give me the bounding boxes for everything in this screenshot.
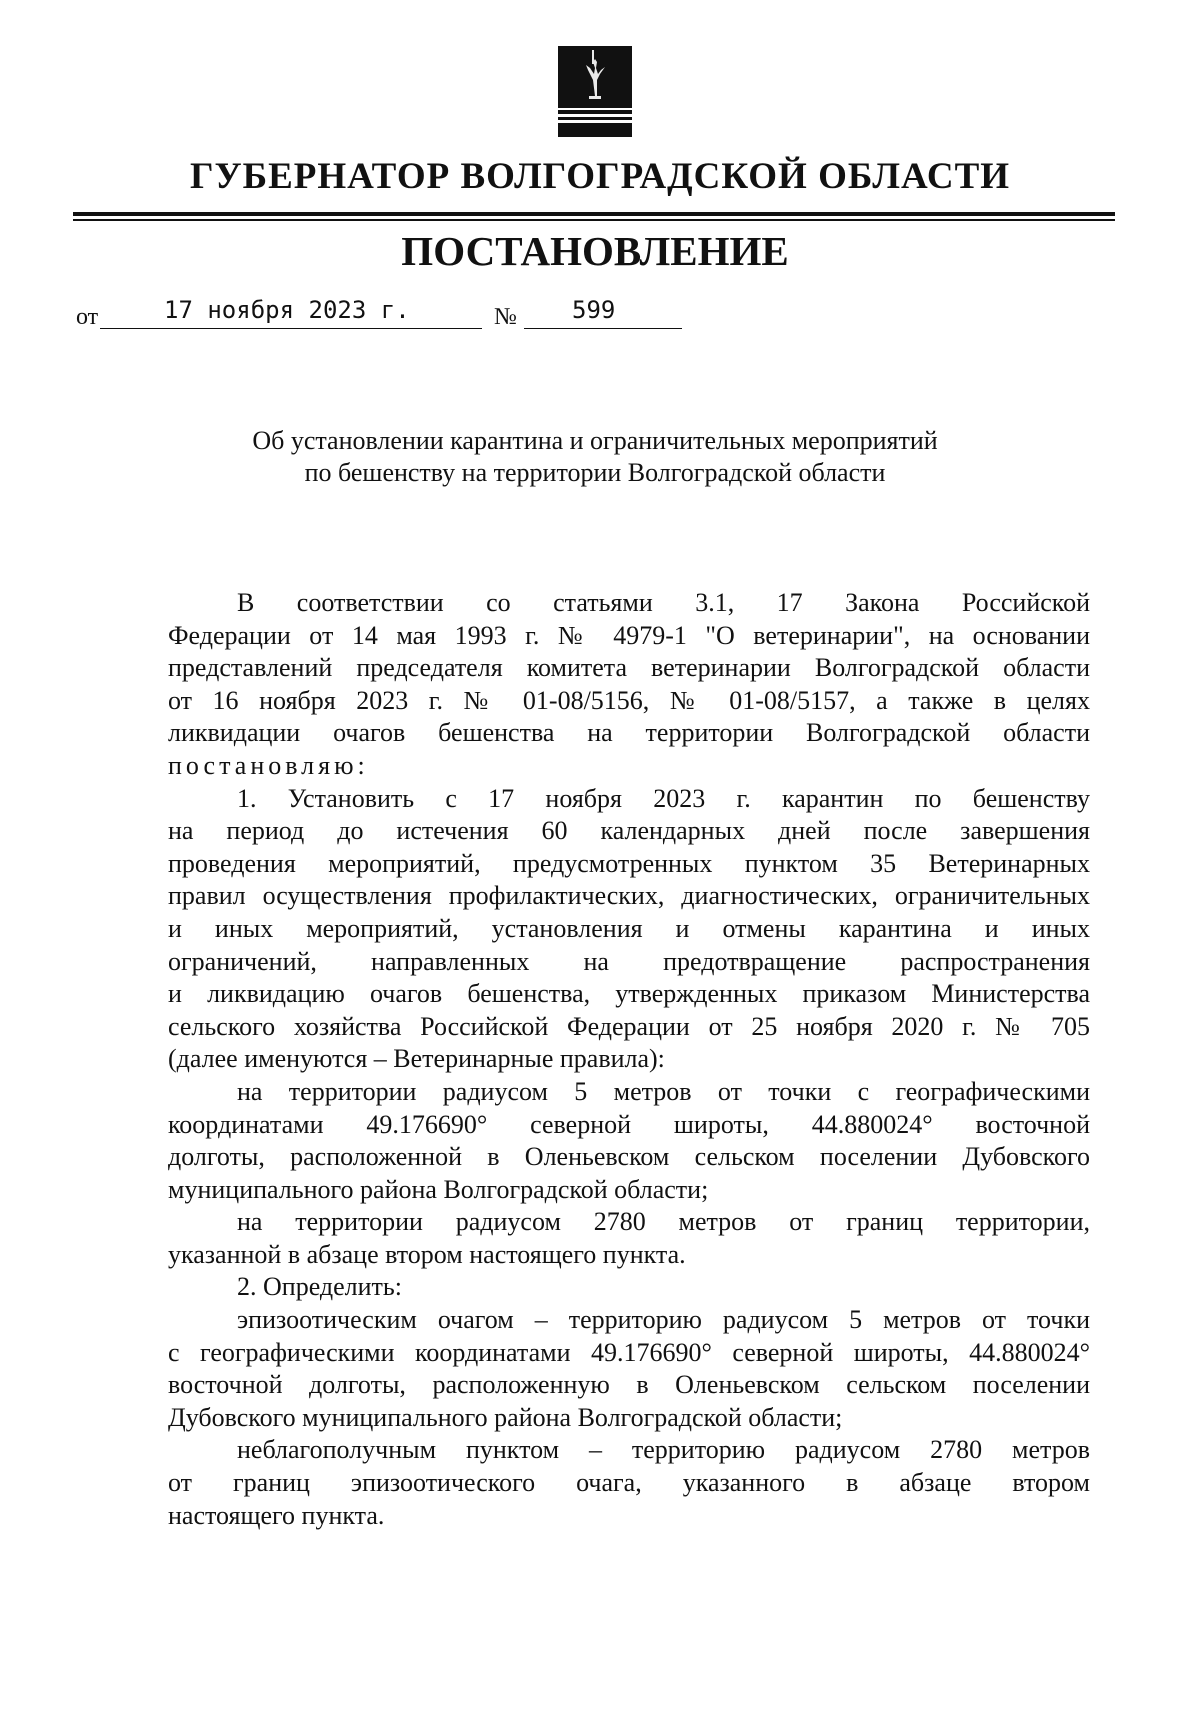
body-line: проведения мероприятий, предусмотренных пунктом 35 Ветеринарных bbox=[168, 848, 1090, 878]
body-line: восточной долготы, расположенную в Оленьевском сельском поселении bbox=[168, 1370, 1090, 1400]
document-number: 599 bbox=[572, 296, 616, 324]
subject-line: Об установлении карантина и ограничительных мероприятий bbox=[252, 426, 938, 455]
body-line: представлений председателя комитета ветеринарии Волгоградской области bbox=[168, 653, 1090, 683]
volgograd-emblem-icon bbox=[558, 46, 632, 140]
body-line: 1. Установить с 17 ноября 2023 г. карантин по бешенству bbox=[237, 783, 1090, 813]
authority-title: ГУБЕРНАТОР ВОЛГОГРАДСКОЙ ОБЛАСТИ bbox=[189, 156, 1011, 197]
body-line: эпизоотическим очагом – территорию радиусом 5 метров от точки bbox=[237, 1305, 1090, 1335]
body-line: (далее именуются – Ветеринарные правила): bbox=[168, 1044, 665, 1074]
body-line: неблагополучным пунктом – территорию радиусом 2780 метров bbox=[237, 1435, 1090, 1465]
body-line: и иных мероприятий, установления и отмены карантина и иных bbox=[168, 913, 1090, 943]
body-line: постановляю: bbox=[168, 750, 369, 780]
body-line: на территории радиусом 2780 метров от границ территории, bbox=[237, 1207, 1090, 1237]
number-underline bbox=[524, 328, 682, 329]
subject-line: по бешенству на территории Волгоградской области bbox=[304, 458, 886, 487]
body-line: Дубовского муниципального района Волгоградской области; bbox=[168, 1402, 843, 1432]
body-line: правил осуществления профилактических, диагностических, ограничительных bbox=[168, 881, 1090, 911]
body-line: координатами 49.176690° северной широты, 44.880024° восточной bbox=[168, 1109, 1090, 1139]
body-line: В соответствии со статьями 3.1, 17 Закона Российской bbox=[237, 588, 1090, 617]
body-line: муниципального района Волгоградской области; bbox=[168, 1174, 709, 1204]
document-body bbox=[168, 587, 1090, 1532]
body-line: на территории радиусом 5 метров от точки с географическими bbox=[237, 1076, 1090, 1106]
date-prefix: от bbox=[76, 304, 99, 330]
body-line: на период до истечения 60 календарных дней после завершения bbox=[168, 816, 1090, 846]
body-line: сельского хозяйства Российской Федерации от 25 ноября 2020 г. № 705 bbox=[168, 1011, 1090, 1041]
body-line: от 16 ноября 2023 г. № 01-08/5156, № 01-08/5157, а также в целях bbox=[168, 685, 1090, 715]
date-underline bbox=[100, 328, 482, 329]
document-type-title: ПОСТАНОВЛЕНИЕ bbox=[401, 228, 789, 274]
body-line: 2. Определить: bbox=[237, 1272, 402, 1302]
header-divider-thin bbox=[73, 219, 1115, 221]
document-date: 17 ноября 2023 г. bbox=[164, 296, 410, 324]
body-line: ликвидации очагов бешенства на территории Волгоградской области bbox=[168, 718, 1090, 748]
body-line: настоящего пункта. bbox=[168, 1500, 385, 1530]
document-subject bbox=[0, 425, 1190, 489]
body-line: от границ эпизоотического очага, указанного в абзаце втором bbox=[168, 1468, 1090, 1498]
body-line: ограничений, направленных на предотвращение распространения bbox=[168, 946, 1090, 976]
header-divider-thick bbox=[73, 212, 1115, 216]
body-line: и ликвидацию очагов бешенства, утвержденных приказом Министерства bbox=[168, 979, 1090, 1009]
body-line: с географическими координатами 49.176690° северной широты, 44.880024° bbox=[168, 1337, 1090, 1367]
number-prefix: № bbox=[494, 304, 517, 330]
body-line: Федерации от 14 мая 1993 г. № 4979-1 "О ветеринарии", на основании bbox=[168, 620, 1090, 650]
body-line: указанной в абзаце втором настоящего пункта. bbox=[168, 1239, 686, 1269]
body-line: долготы, расположенной в Оленьевском сельском поселении Дубовского bbox=[168, 1142, 1090, 1172]
